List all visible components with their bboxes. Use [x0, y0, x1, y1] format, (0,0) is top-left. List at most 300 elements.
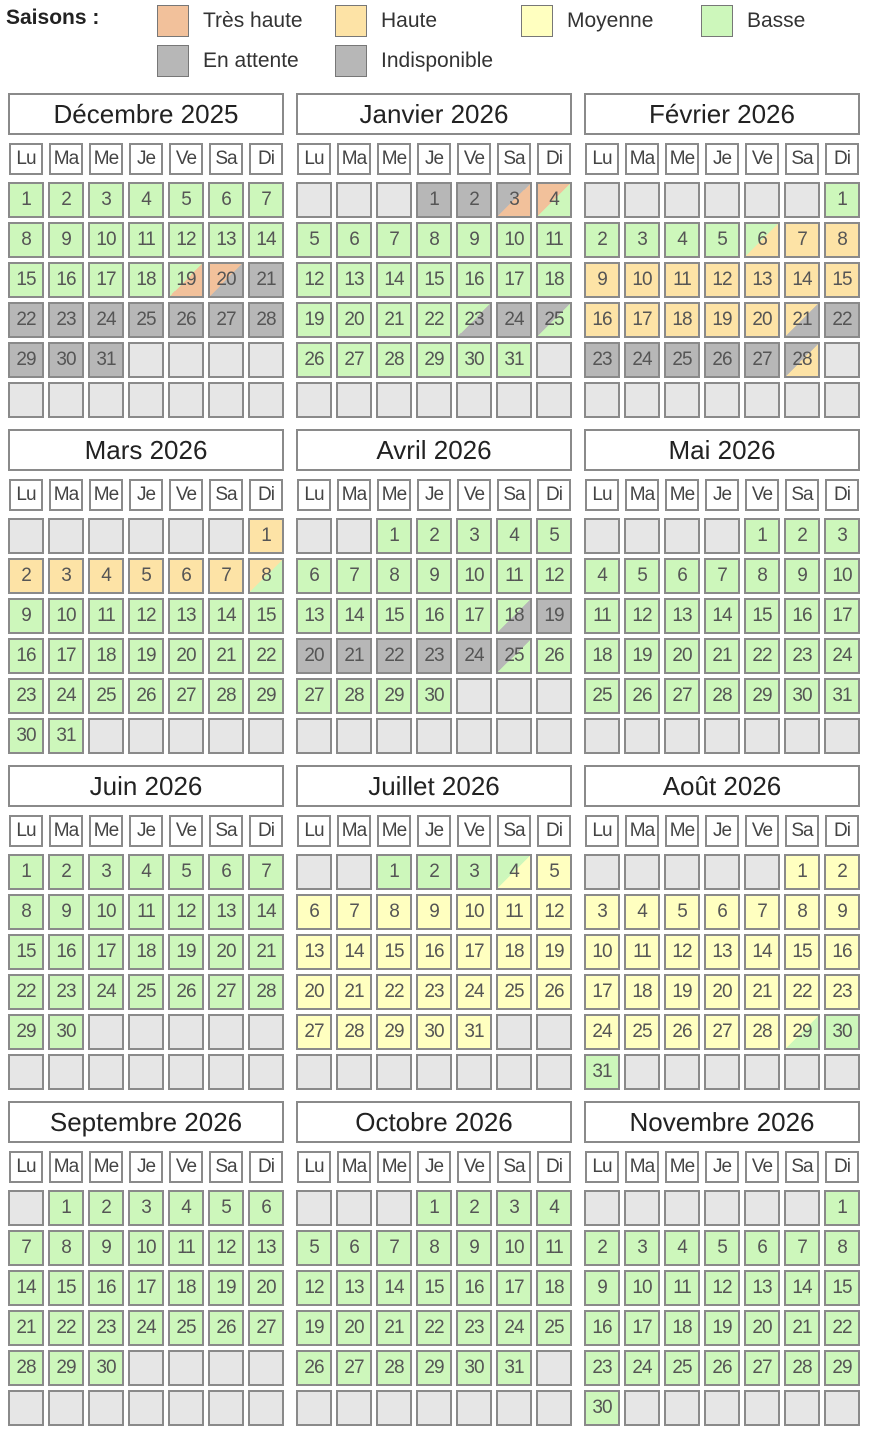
- day-cell[interactable]: 5: [704, 1230, 740, 1266]
- day-cell[interactable]: 23: [88, 1310, 124, 1346]
- day-cell[interactable]: 20: [336, 302, 372, 338]
- day-cell[interactable]: 5: [704, 222, 740, 258]
- day-cell[interactable]: 1: [824, 182, 860, 218]
- day-cell[interactable]: 4: [664, 1230, 700, 1266]
- day-cell[interactable]: 27: [744, 342, 780, 378]
- day-cell[interactable]: 3: [496, 182, 532, 218]
- day-cell[interactable]: 26: [296, 342, 332, 378]
- day-cell[interactable]: 9: [416, 894, 452, 930]
- day-cell[interactable]: 10: [584, 934, 620, 970]
- day-cell[interactable]: 16: [784, 598, 820, 634]
- day-cell[interactable]: 5: [624, 558, 660, 594]
- day-cell[interactable]: 14: [376, 262, 412, 298]
- day-cell[interactable]: 31: [496, 342, 532, 378]
- day-cell[interactable]: 13: [208, 894, 244, 930]
- day-cell[interactable]: 13: [336, 262, 372, 298]
- day-cell[interactable]: 6: [248, 1190, 284, 1226]
- day-cell[interactable]: 4: [624, 894, 660, 930]
- day-cell[interactable]: 3: [456, 854, 492, 890]
- day-cell[interactable]: 3: [624, 222, 660, 258]
- day-cell[interactable]: 26: [536, 638, 572, 674]
- day-cell[interactable]: 4: [128, 182, 164, 218]
- day-cell[interactable]: 11: [88, 598, 124, 634]
- day-cell[interactable]: 20: [168, 638, 204, 674]
- day-cell[interactable]: 3: [48, 558, 84, 594]
- day-cell[interactable]: 19: [704, 302, 740, 338]
- day-cell[interactable]: 30: [48, 1014, 84, 1050]
- day-cell[interactable]: 22: [8, 302, 44, 338]
- day-cell[interactable]: 23: [48, 974, 84, 1010]
- day-cell[interactable]: 5: [536, 854, 572, 890]
- day-cell[interactable]: 28: [336, 1014, 372, 1050]
- day-cell[interactable]: 16: [584, 1310, 620, 1346]
- day-cell[interactable]: 24: [456, 974, 492, 1010]
- day-cell[interactable]: 8: [824, 222, 860, 258]
- day-cell[interactable]: 16: [456, 1270, 492, 1306]
- day-cell[interactable]: 9: [584, 1270, 620, 1306]
- day-cell[interactable]: 24: [88, 302, 124, 338]
- day-cell[interactable]: 12: [208, 1230, 244, 1266]
- day-cell[interactable]: 5: [168, 854, 204, 890]
- day-cell[interactable]: 17: [624, 1310, 660, 1346]
- day-cell[interactable]: 22: [744, 638, 780, 674]
- day-cell[interactable]: 6: [336, 1230, 372, 1266]
- day-cell[interactable]: 10: [496, 222, 532, 258]
- day-cell[interactable]: 15: [824, 1270, 860, 1306]
- day-cell[interactable]: 10: [48, 598, 84, 634]
- day-cell[interactable]: 19: [624, 638, 660, 674]
- day-cell[interactable]: 22: [376, 974, 412, 1010]
- day-cell[interactable]: 8: [416, 222, 452, 258]
- day-cell[interactable]: 22: [416, 302, 452, 338]
- day-cell[interactable]: 12: [664, 934, 700, 970]
- day-cell[interactable]: 14: [704, 598, 740, 634]
- day-cell[interactable]: 12: [128, 598, 164, 634]
- day-cell[interactable]: 10: [456, 894, 492, 930]
- day-cell[interactable]: 1: [416, 1190, 452, 1226]
- day-cell[interactable]: 11: [624, 934, 660, 970]
- day-cell[interactable]: 12: [704, 1270, 740, 1306]
- day-cell[interactable]: 27: [208, 302, 244, 338]
- day-cell[interactable]: 13: [704, 934, 740, 970]
- day-cell[interactable]: 7: [784, 222, 820, 258]
- day-cell[interactable]: 3: [824, 518, 860, 554]
- day-cell[interactable]: 11: [664, 262, 700, 298]
- day-cell[interactable]: 23: [416, 638, 452, 674]
- day-cell[interactable]: 23: [456, 302, 492, 338]
- day-cell[interactable]: 17: [128, 1270, 164, 1306]
- day-cell[interactable]: 10: [456, 558, 492, 594]
- day-cell[interactable]: 31: [824, 678, 860, 714]
- day-cell[interactable]: 22: [376, 638, 412, 674]
- day-cell[interactable]: 16: [48, 262, 84, 298]
- day-cell[interactable]: 2: [8, 558, 44, 594]
- day-cell[interactable]: 10: [824, 558, 860, 594]
- day-cell[interactable]: 8: [416, 1230, 452, 1266]
- day-cell[interactable]: 1: [376, 518, 412, 554]
- day-cell[interactable]: 20: [704, 974, 740, 1010]
- day-cell[interactable]: 8: [8, 222, 44, 258]
- day-cell[interactable]: 8: [744, 558, 780, 594]
- day-cell[interactable]: 18: [88, 638, 124, 674]
- day-cell[interactable]: 16: [456, 262, 492, 298]
- day-cell[interactable]: 2: [48, 182, 84, 218]
- day-cell[interactable]: 16: [88, 1270, 124, 1306]
- day-cell[interactable]: 14: [784, 262, 820, 298]
- day-cell[interactable]: 10: [88, 222, 124, 258]
- day-cell[interactable]: 15: [744, 598, 780, 634]
- day-cell[interactable]: 21: [376, 302, 412, 338]
- day-cell[interactable]: 26: [128, 678, 164, 714]
- day-cell[interactable]: 2: [456, 182, 492, 218]
- day-cell[interactable]: 25: [664, 1350, 700, 1386]
- day-cell[interactable]: 2: [416, 854, 452, 890]
- day-cell[interactable]: 24: [624, 1350, 660, 1386]
- day-cell[interactable]: 6: [744, 1230, 780, 1266]
- day-cell[interactable]: 4: [128, 854, 164, 890]
- day-cell[interactable]: 16: [416, 934, 452, 970]
- day-cell[interactable]: 7: [208, 558, 244, 594]
- day-cell[interactable]: 3: [88, 854, 124, 890]
- day-cell[interactable]: 5: [664, 894, 700, 930]
- day-cell[interactable]: 12: [296, 1270, 332, 1306]
- day-cell[interactable]: 21: [208, 638, 244, 674]
- day-cell[interactable]: 12: [296, 262, 332, 298]
- day-cell[interactable]: 20: [296, 638, 332, 674]
- day-cell[interactable]: 1: [8, 182, 44, 218]
- day-cell[interactable]: 19: [664, 974, 700, 1010]
- day-cell[interactable]: 24: [496, 1310, 532, 1346]
- day-cell[interactable]: 27: [208, 974, 244, 1010]
- day-cell[interactable]: 4: [584, 558, 620, 594]
- day-cell[interactable]: 11: [128, 894, 164, 930]
- day-cell[interactable]: 5: [208, 1190, 244, 1226]
- day-cell[interactable]: 29: [416, 1350, 452, 1386]
- day-cell[interactable]: 15: [784, 934, 820, 970]
- day-cell[interactable]: 15: [248, 598, 284, 634]
- day-cell[interactable]: 30: [456, 342, 492, 378]
- day-cell[interactable]: 24: [496, 302, 532, 338]
- day-cell[interactable]: 17: [456, 934, 492, 970]
- day-cell[interactable]: 27: [296, 678, 332, 714]
- day-cell[interactable]: 7: [376, 222, 412, 258]
- day-cell[interactable]: 8: [376, 894, 412, 930]
- day-cell[interactable]: 20: [296, 974, 332, 1010]
- day-cell[interactable]: 28: [208, 678, 244, 714]
- day-cell[interactable]: 4: [536, 1190, 572, 1226]
- day-cell[interactable]: 30: [456, 1350, 492, 1386]
- day-cell[interactable]: 30: [88, 1350, 124, 1386]
- day-cell[interactable]: 23: [416, 974, 452, 1010]
- day-cell[interactable]: 14: [8, 1270, 44, 1306]
- day-cell[interactable]: 23: [584, 1350, 620, 1386]
- day-cell[interactable]: 29: [416, 342, 452, 378]
- day-cell[interactable]: 17: [456, 598, 492, 634]
- day-cell[interactable]: 25: [168, 1310, 204, 1346]
- day-cell[interactable]: 25: [664, 342, 700, 378]
- day-cell[interactable]: 9: [456, 222, 492, 258]
- day-cell[interactable]: 17: [496, 1270, 532, 1306]
- day-cell[interactable]: 21: [784, 302, 820, 338]
- day-cell[interactable]: 25: [88, 678, 124, 714]
- day-cell[interactable]: 18: [584, 638, 620, 674]
- day-cell[interactable]: 14: [336, 598, 372, 634]
- day-cell[interactable]: 14: [744, 934, 780, 970]
- day-cell[interactable]: 11: [584, 598, 620, 634]
- day-cell[interactable]: 24: [456, 638, 492, 674]
- day-cell[interactable]: 13: [664, 598, 700, 634]
- day-cell[interactable]: 4: [496, 854, 532, 890]
- day-cell[interactable]: 5: [296, 1230, 332, 1266]
- day-cell[interactable]: 18: [168, 1270, 204, 1306]
- day-cell[interactable]: 4: [664, 222, 700, 258]
- day-cell[interactable]: 27: [336, 342, 372, 378]
- day-cell[interactable]: 19: [168, 934, 204, 970]
- day-cell[interactable]: 11: [496, 558, 532, 594]
- day-cell[interactable]: 26: [704, 342, 740, 378]
- day-cell[interactable]: 22: [824, 302, 860, 338]
- day-cell[interactable]: 11: [496, 894, 532, 930]
- day-cell[interactable]: 27: [248, 1310, 284, 1346]
- day-cell[interactable]: 24: [48, 678, 84, 714]
- day-cell[interactable]: 6: [208, 182, 244, 218]
- day-cell[interactable]: 30: [824, 1014, 860, 1050]
- day-cell[interactable]: 18: [496, 598, 532, 634]
- day-cell[interactable]: 17: [88, 262, 124, 298]
- day-cell[interactable]: 15: [376, 598, 412, 634]
- day-cell[interactable]: 28: [248, 302, 284, 338]
- day-cell[interactable]: 18: [536, 262, 572, 298]
- day-cell[interactable]: 3: [88, 182, 124, 218]
- day-cell[interactable]: 9: [8, 598, 44, 634]
- day-cell[interactable]: 25: [496, 974, 532, 1010]
- day-cell[interactable]: 16: [416, 598, 452, 634]
- day-cell[interactable]: 13: [248, 1230, 284, 1266]
- day-cell[interactable]: 6: [744, 222, 780, 258]
- day-cell[interactable]: 31: [88, 342, 124, 378]
- day-cell[interactable]: 13: [336, 1270, 372, 1306]
- day-cell[interactable]: 28: [376, 342, 412, 378]
- day-cell[interactable]: 22: [416, 1310, 452, 1346]
- day-cell[interactable]: 28: [248, 974, 284, 1010]
- day-cell[interactable]: 31: [48, 718, 84, 754]
- day-cell[interactable]: 20: [744, 1310, 780, 1346]
- day-cell[interactable]: 13: [744, 262, 780, 298]
- day-cell[interactable]: 7: [248, 854, 284, 890]
- day-cell[interactable]: 3: [496, 1190, 532, 1226]
- day-cell[interactable]: 29: [376, 678, 412, 714]
- day-cell[interactable]: 25: [624, 1014, 660, 1050]
- day-cell[interactable]: 1: [8, 854, 44, 890]
- day-cell[interactable]: 22: [248, 638, 284, 674]
- day-cell[interactable]: 13: [208, 222, 244, 258]
- day-cell[interactable]: 18: [624, 974, 660, 1010]
- day-cell[interactable]: 25: [496, 638, 532, 674]
- day-cell[interactable]: 21: [376, 1310, 412, 1346]
- day-cell[interactable]: 28: [744, 1014, 780, 1050]
- day-cell[interactable]: 25: [584, 678, 620, 714]
- day-cell[interactable]: 6: [664, 558, 700, 594]
- day-cell[interactable]: 1: [824, 1190, 860, 1226]
- day-cell[interactable]: 11: [168, 1230, 204, 1266]
- day-cell[interactable]: 29: [48, 1350, 84, 1386]
- day-cell[interactable]: 17: [88, 934, 124, 970]
- day-cell[interactable]: 19: [168, 262, 204, 298]
- day-cell[interactable]: 26: [296, 1350, 332, 1386]
- day-cell[interactable]: 1: [48, 1190, 84, 1226]
- day-cell[interactable]: 12: [168, 222, 204, 258]
- day-cell[interactable]: 18: [536, 1270, 572, 1306]
- day-cell[interactable]: 27: [336, 1350, 372, 1386]
- day-cell[interactable]: 12: [624, 598, 660, 634]
- day-cell[interactable]: 14: [336, 934, 372, 970]
- day-cell[interactable]: 24: [584, 1014, 620, 1050]
- day-cell[interactable]: 22: [48, 1310, 84, 1346]
- day-cell[interactable]: 17: [824, 598, 860, 634]
- day-cell[interactable]: 29: [824, 1350, 860, 1386]
- day-cell[interactable]: 15: [824, 262, 860, 298]
- day-cell[interactable]: 4: [168, 1190, 204, 1226]
- day-cell[interactable]: 2: [456, 1190, 492, 1226]
- day-cell[interactable]: 13: [296, 934, 332, 970]
- day-cell[interactable]: 10: [624, 262, 660, 298]
- day-cell[interactable]: 7: [744, 894, 780, 930]
- day-cell[interactable]: 9: [416, 558, 452, 594]
- day-cell[interactable]: 8: [824, 1230, 860, 1266]
- day-cell[interactable]: 25: [536, 302, 572, 338]
- day-cell[interactable]: 29: [744, 678, 780, 714]
- day-cell[interactable]: 23: [584, 342, 620, 378]
- day-cell[interactable]: 1: [784, 854, 820, 890]
- day-cell[interactable]: 26: [704, 1350, 740, 1386]
- day-cell[interactable]: 20: [664, 638, 700, 674]
- day-cell[interactable]: 17: [624, 302, 660, 338]
- day-cell[interactable]: 20: [744, 302, 780, 338]
- day-cell[interactable]: 7: [704, 558, 740, 594]
- day-cell[interactable]: 17: [496, 262, 532, 298]
- day-cell[interactable]: 9: [584, 262, 620, 298]
- day-cell[interactable]: 17: [48, 638, 84, 674]
- day-cell[interactable]: 12: [168, 894, 204, 930]
- day-cell[interactable]: 6: [208, 854, 244, 890]
- day-cell[interactable]: 23: [48, 302, 84, 338]
- day-cell[interactable]: 16: [824, 934, 860, 970]
- day-cell[interactable]: 20: [208, 934, 244, 970]
- day-cell[interactable]: 21: [248, 934, 284, 970]
- day-cell[interactable]: 15: [416, 262, 452, 298]
- day-cell[interactable]: 2: [584, 1230, 620, 1266]
- day-cell[interactable]: 24: [624, 342, 660, 378]
- day-cell[interactable]: 11: [128, 222, 164, 258]
- day-cell[interactable]: 18: [496, 934, 532, 970]
- day-cell[interactable]: 27: [168, 678, 204, 714]
- day-cell[interactable]: 8: [784, 894, 820, 930]
- day-cell[interactable]: 2: [88, 1190, 124, 1226]
- day-cell[interactable]: 11: [536, 1230, 572, 1266]
- day-cell[interactable]: 15: [8, 934, 44, 970]
- day-cell[interactable]: 5: [128, 558, 164, 594]
- day-cell[interactable]: 8: [376, 558, 412, 594]
- day-cell[interactable]: 24: [88, 974, 124, 1010]
- day-cell[interactable]: 29: [8, 1014, 44, 1050]
- day-cell[interactable]: 14: [376, 1270, 412, 1306]
- day-cell[interactable]: 26: [536, 974, 572, 1010]
- day-cell[interactable]: 4: [536, 182, 572, 218]
- day-cell[interactable]: 27: [744, 1350, 780, 1386]
- day-cell[interactable]: 20: [208, 262, 244, 298]
- day-cell[interactable]: 3: [624, 1230, 660, 1266]
- day-cell[interactable]: 19: [128, 638, 164, 674]
- day-cell[interactable]: 10: [496, 1230, 532, 1266]
- day-cell[interactable]: 27: [296, 1014, 332, 1050]
- day-cell[interactable]: 26: [208, 1310, 244, 1346]
- day-cell[interactable]: 3: [584, 894, 620, 930]
- day-cell[interactable]: 15: [416, 1270, 452, 1306]
- day-cell[interactable]: 16: [584, 302, 620, 338]
- day-cell[interactable]: 18: [128, 262, 164, 298]
- day-cell[interactable]: 13: [744, 1270, 780, 1306]
- day-cell[interactable]: 19: [296, 1310, 332, 1346]
- day-cell[interactable]: 30: [416, 1014, 452, 1050]
- day-cell[interactable]: 4: [496, 518, 532, 554]
- day-cell[interactable]: 22: [824, 1310, 860, 1346]
- day-cell[interactable]: 3: [456, 518, 492, 554]
- day-cell[interactable]: 7: [376, 1230, 412, 1266]
- day-cell[interactable]: 9: [784, 558, 820, 594]
- day-cell[interactable]: 12: [536, 894, 572, 930]
- day-cell[interactable]: 8: [48, 1230, 84, 1266]
- day-cell[interactable]: 31: [496, 1350, 532, 1386]
- day-cell[interactable]: 14: [248, 894, 284, 930]
- day-cell[interactable]: 10: [128, 1230, 164, 1266]
- day-cell[interactable]: 13: [296, 598, 332, 634]
- day-cell[interactable]: 15: [376, 934, 412, 970]
- day-cell[interactable]: 17: [584, 974, 620, 1010]
- day-cell[interactable]: 3: [128, 1190, 164, 1226]
- day-cell[interactable]: 18: [664, 1310, 700, 1346]
- day-cell[interactable]: 31: [456, 1014, 492, 1050]
- day-cell[interactable]: 28: [784, 342, 820, 378]
- day-cell[interactable]: 21: [248, 262, 284, 298]
- day-cell[interactable]: 31: [584, 1054, 620, 1090]
- day-cell[interactable]: 22: [8, 974, 44, 1010]
- day-cell[interactable]: 21: [8, 1310, 44, 1346]
- day-cell[interactable]: 11: [664, 1270, 700, 1306]
- day-cell[interactable]: 19: [208, 1270, 244, 1306]
- day-cell[interactable]: 2: [824, 854, 860, 890]
- day-cell[interactable]: 25: [536, 1310, 572, 1346]
- day-cell[interactable]: 5: [536, 518, 572, 554]
- day-cell[interactable]: 7: [8, 1230, 44, 1266]
- day-cell[interactable]: 2: [584, 222, 620, 258]
- day-cell[interactable]: 22: [784, 974, 820, 1010]
- day-cell[interactable]: 25: [128, 302, 164, 338]
- day-cell[interactable]: 25: [128, 974, 164, 1010]
- day-cell[interactable]: 6: [168, 558, 204, 594]
- day-cell[interactable]: 21: [336, 638, 372, 674]
- day-cell[interactable]: 1: [248, 518, 284, 554]
- day-cell[interactable]: 5: [168, 182, 204, 218]
- day-cell[interactable]: 29: [8, 342, 44, 378]
- day-cell[interactable]: 28: [704, 678, 740, 714]
- day-cell[interactable]: 24: [824, 638, 860, 674]
- day-cell[interactable]: 30: [584, 1390, 620, 1426]
- day-cell[interactable]: 7: [784, 1230, 820, 1266]
- day-cell[interactable]: 5: [296, 222, 332, 258]
- day-cell[interactable]: 10: [88, 894, 124, 930]
- day-cell[interactable]: 30: [8, 718, 44, 754]
- day-cell[interactable]: 29: [248, 678, 284, 714]
